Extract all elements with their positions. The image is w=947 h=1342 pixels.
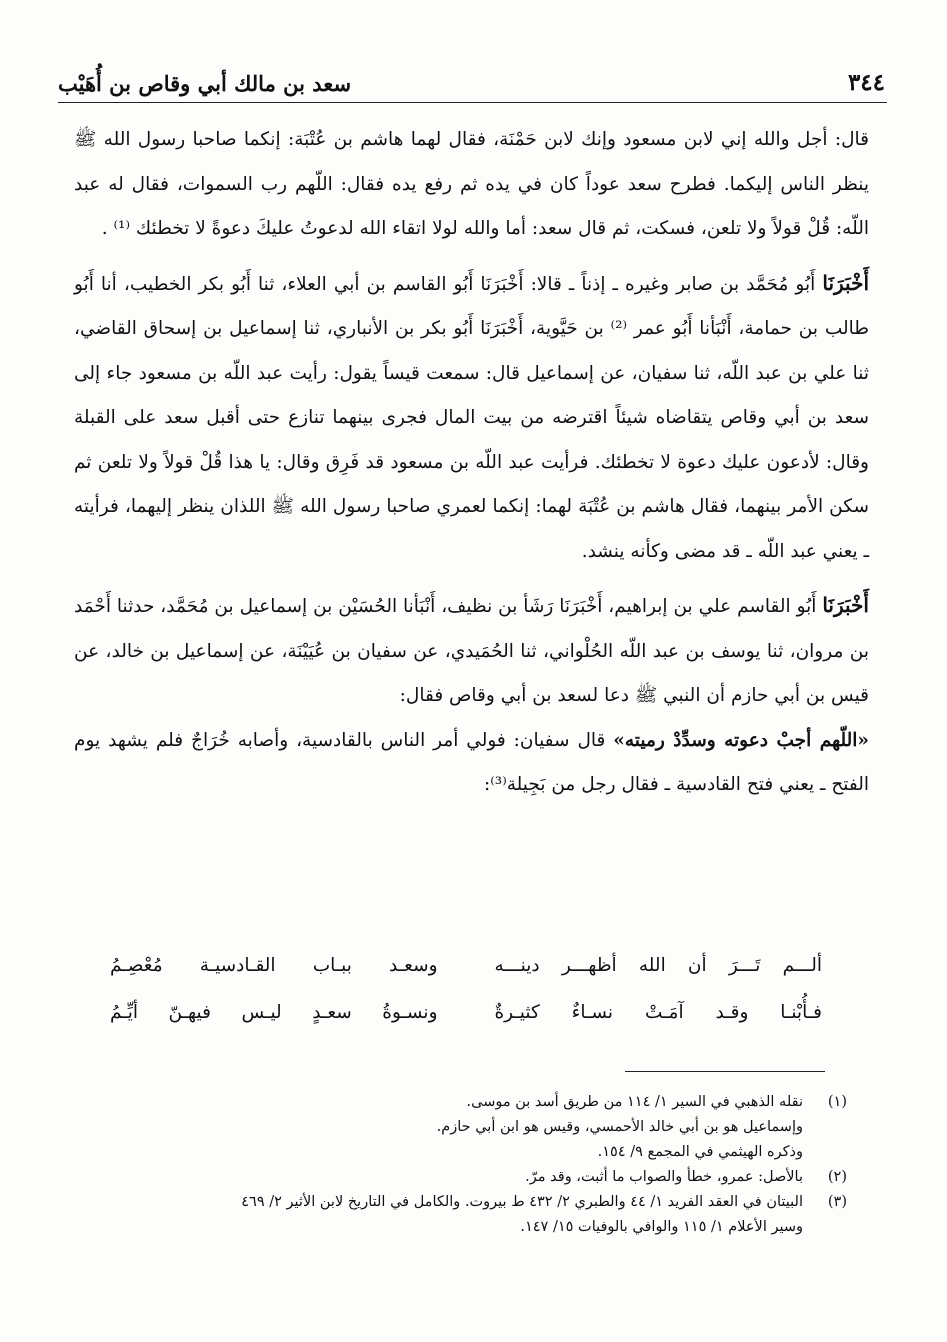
footnotes	[70, 1090, 847, 1240]
main-text	[74, 118, 869, 808]
paragraph-4	[74, 719, 869, 808]
running-title: سعد بن مالك أبي وقاص بن أُهَيْب	[58, 71, 352, 96]
poem	[110, 942, 822, 1036]
footnote-number: (٢)	[827, 1169, 847, 1185]
paragraph-3-text: أَبُو القاسم علي بن إبراهيم، أَخْبَرَنَا رَشَأ بن نظيف، أَنْبَأنا الحُسَيْن بن إسماعيل بن مُحَمَّد، حدثنا أَحْمَد بن مروان، ثنا يوسف بن عبد اللّه الحُلْواني، ثنا الحُمَيدي، عن سفيان بن عُيَيْنَة، عن إسماعيل بن خالد، عن قيس بن أبي حازم أن النبي ﷺ دعا لسعد بن أبي وقاص فقال:	[74, 596, 869, 706]
running-header	[58, 58, 887, 103]
footnote-line: بالأصل: عمرو، خطأ والصواب ما أثبت، وقد مرّ.	[525, 1169, 803, 1185]
paragraph-1: قال: أجل والله إني لابن مسعود وإنك لابن حَمْنَة، فقال لهما هاشم بن عُتْبَة: إنكما صاحبا رسول الله ﷺ ينظر الناس إليكما. فطرح سعد عوداً كان في يده ثم رفع يده فقال: اللّهم رب السموات، فقال له عبد اللّه: قُلْ قولاً ولا تلعن، فسكت، ثم قال سعد: أما والله لولا اتقاء الله لدعوتُ عليكَ دعوةً لا تخطئك ⁽¹⁾ .	[74, 129, 869, 239]
poem-verse	[110, 942, 822, 989]
paragraph-3-lead: أَخْبَرَنَا	[822, 593, 869, 617]
paragraph-2-text: أَبُو مُحَمَّد بن صابر وغيره ـ إذناً ـ قالا: أَخْبَرَنَا أَبُو القاسم بن أبي العلاء، ثنا أَبُو بكر الخطيب، أنا أَبُو طالب بن حمامة، أَنْبَأنا أَبُو عمر ⁽²⁾ بن حَيَّوية، أَخْبَرَنَا أَبُو بكر بن الأنباري، ثنا إسماعيل بن إسحاق القاضي، ثنا علي بن عبد اللّه، ثنا سفيان، عن إسماعيل قال: سمعت قيساً يقول: رأيت عبد اللّه بن مسعود جاء إلى سعد بن أبي وقاص يتقاضاه شيئاً اقترضه من بيت المال فجرى بينهما تنازع حتى أقبل سعد على القبلة وقال: لأدعون عليك دعوة لا تخطئك. فرأيت عبد اللّه بن مسعود قد فَرِق وقال: يا هذا قُلْ قولاً ولا تلعن ثم سكن الأمر بينهما، فقال هاشم بن عُتْبَة لهما: إنكما لعمري صاحبا رسول الله ﷺ اللذان ينظر إليهما، فرأيته ـ يعني عبد اللّه ـ قد مضى وكأنه ينشد.	[74, 273, 870, 562]
poem-hemistich-second: وسعـد ببـاب القـادسيـة مُعْصِـمُ	[110, 955, 438, 976]
page-number: ٣٤٤	[847, 69, 885, 96]
footnote-line: نقله الذهبي في السير ١/ ١١٤ من طريق أسد بن موسى.	[466, 1094, 803, 1110]
footnote-separator	[625, 1071, 825, 1072]
paragraph-3	[74, 583, 869, 719]
footnote-number: (٣)	[827, 1194, 847, 1210]
footnote-number: (١)	[827, 1094, 847, 1110]
footnote-line: وذكره الهيثمي في المجمع ٩/ ١٥٤.	[597, 1144, 803, 1160]
paragraph-4-text: قال سفيان: فولي أمر الناس بالقادسية، وأصابه خُرَاجٌ فلم يشهد يوم الفتح ـ يعني فتح القادسية ـ فقال رجل من بَجِيلة⁽³⁾:	[74, 729, 869, 795]
prophet-supplication-quote: «اللّهم أجبْ دعوته وسدِّدْ رميته»	[613, 729, 869, 751]
paragraph-2-lead: أَخْبَرَنَا	[822, 270, 869, 295]
footnote-line: البيتان في العقد الفريد ١/ ٤٤ والطبري ٢/ ٤٣٢ ط بيروت. والكامل في التاريخ لابن الأثير ٢/ ٤٦٩	[241, 1194, 803, 1210]
footnote	[70, 1190, 847, 1240]
footnote-line: وإسماعيل هو بن أبي خالد الأحمسي، وقيس هو ابن أبي حازم.	[436, 1119, 803, 1135]
footnote-line: وسير الأعلام ١/ ١١٥ والوافي بالوفيات ١٥/ ١٤٧.	[520, 1219, 803, 1235]
poem-hemistich-first: ألـــم تَـــرَ أن الله أظهـــر دينـــه	[494, 955, 822, 976]
poem-verse	[110, 989, 822, 1036]
paragraph-2	[74, 261, 869, 575]
footnote	[70, 1165, 847, 1190]
poem-hemistich-second: ونسـوةُ سعـدٍ ليـس فيهـنّ أيِّـمُ	[110, 1002, 438, 1023]
footnote	[70, 1090, 847, 1165]
poem-hemistich-first: فـأُبْنـا وقـد آمَـتْ نسـاءٌ كثيـرةٌ	[494, 1002, 822, 1023]
